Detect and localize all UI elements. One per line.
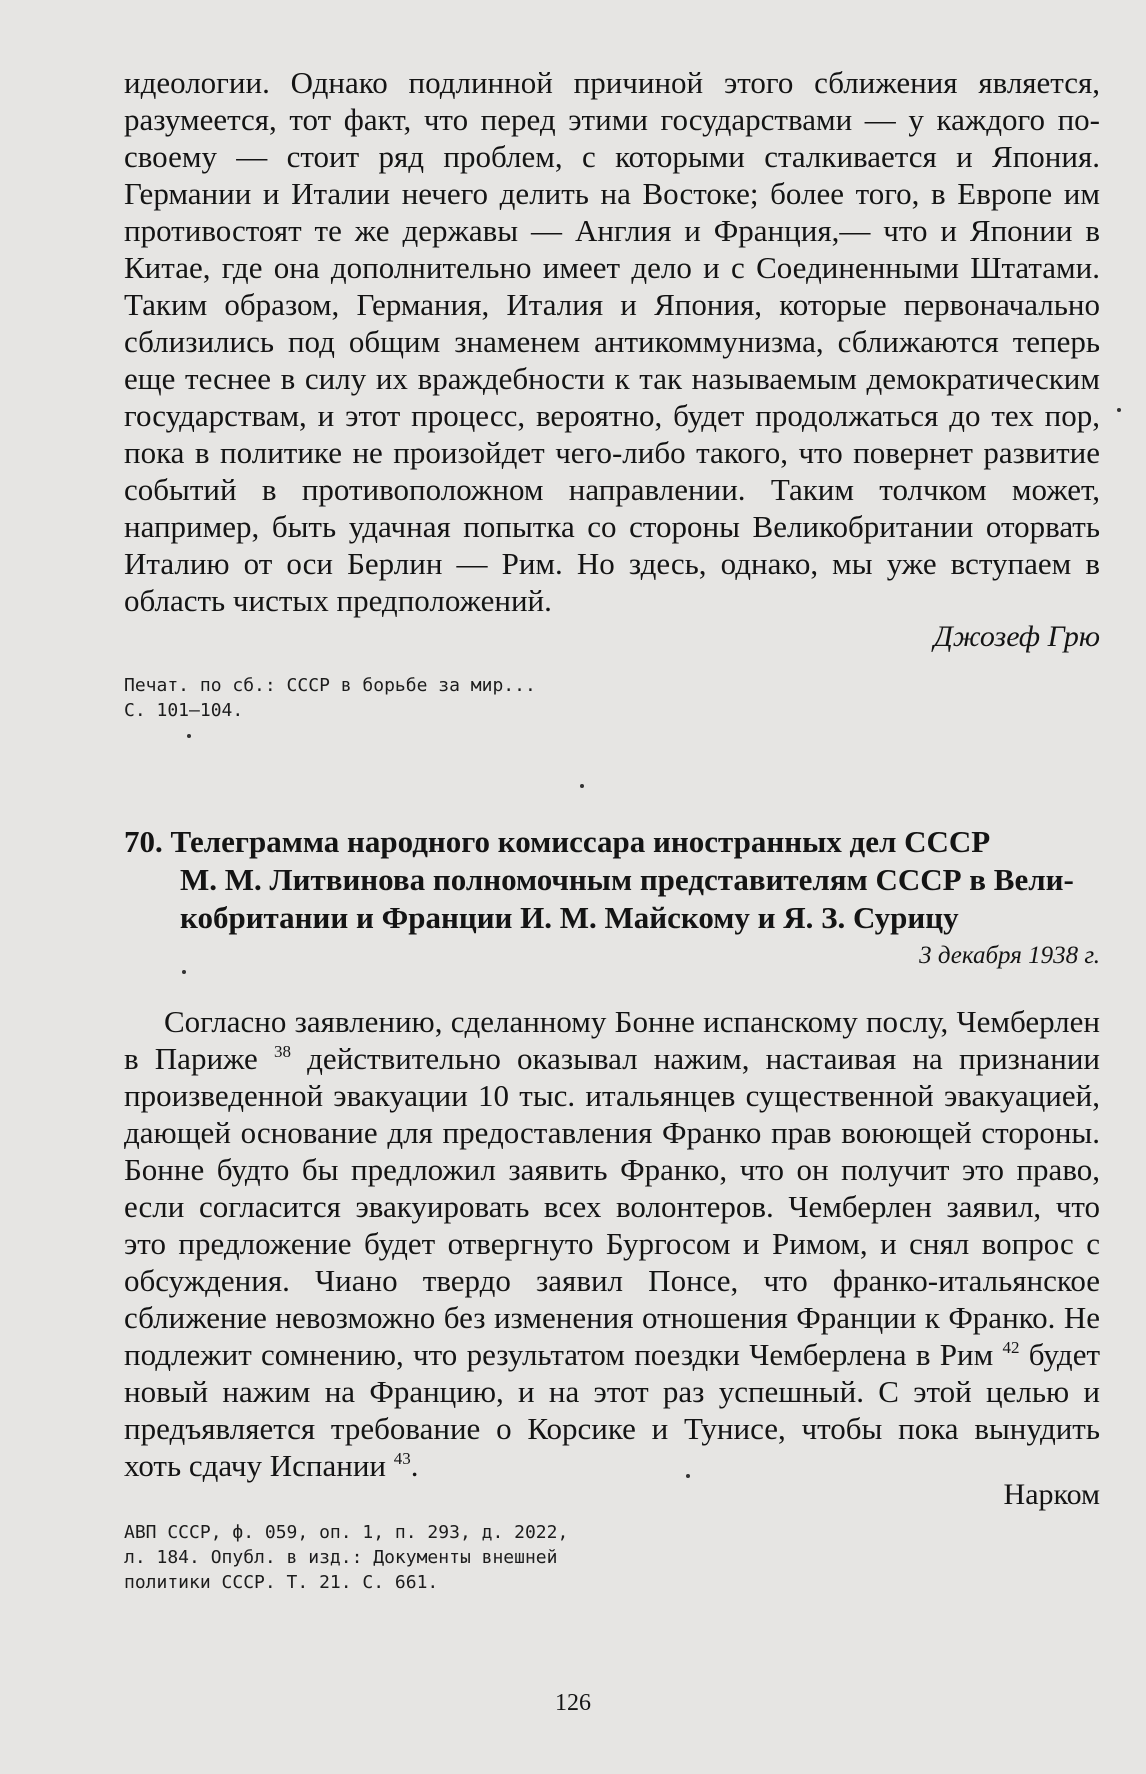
- document-heading: [124, 823, 1100, 937]
- scan-speck: [686, 1474, 690, 1478]
- source-line: л. 184. Опубл. в изд.: Документы внешней: [124, 1547, 558, 1568]
- footnote-ref: 38: [273, 1042, 291, 1061]
- paragraph-text: идеологии. Однако подлинной причиной этого сближения является, разумеется, тот факт, что перед этими государствами — у каждого по-своему — стоит ряд проблем, с которыми сталкивается и Япония. Германии и Италии нечего делить на Востоке; более того, в Европе им противостоят те же державы — Англия и Франция,— что и Японии в Китае, где она дополнительно имеет дело и с Соединенными Штатами. Таким образом, Германия, Италия и Япония, которые первоначально сблизились под общим знаменем антикоммунизма, сближаются теперь еще теснее в силу их враждебности к так называемым демократическим государствам, и этот процесс, вероятно, будет продолжаться до тех пор, пока в политике не произойдет чего-либо такого, что повернет развитие событий в противоположном направлении. Таким толчком может, например, быть удачная попытка со стороны Великобритании оторвать Италию от оси Берлин — Рим. Но здесь, однако, мы уже вступаем в область чистых предположений.: [124, 65, 1100, 618]
- body-text-part: действительно оказывал нажим, настаивая на признании произведенной эвакуации 10 тыс. итальянцев существенной эвакуацией, дающей основание для предоставления Франко прав воюющей стороны. Бонне будто бы предложил заявить Франко, что он получит это право, если согласится эвакуировать всех волонтеров. Чемберлен заявил, что это предложение будет отвергнуто Бургосом и Римом, и снял вопрос с обсуждения. Чиано твердо заявил Понсе, что франко-итальянское сближение невозможно без изменения отношения Франции к Франко. Не подлежит сомнению, что результатом поездки Чемберлена в Рим: [124, 1041, 1101, 1372]
- footnote-ref: 42: [1002, 1338, 1020, 1357]
- source-line: АВП СССР, ф. 059, оп. 1, п. 293, д. 2022,: [124, 1522, 569, 1543]
- scan-speck: [1117, 408, 1121, 412]
- document-paragraph: [124, 1003, 1100, 1484]
- body-paragraph-top: [124, 64, 1100, 619]
- document-body: [124, 1003, 1100, 1484]
- body-text-part: будет новый нажим на Францию, и на этот раз успешный. С этой целью и предъявляется требование о Корсике и Тунисе, чтобы пока вынудить хоть сдачу Испании: [124, 1337, 1101, 1483]
- body-text-part: Согласно заявлению, сделанному Бонне испанскому послу, Чемберлен в Париже: [124, 1004, 1100, 1076]
- heading-line: кобритании и Франции И. М. Майскому и Я. З. Сурицу: [180, 900, 959, 935]
- source-line: политики СССР. Т. 21. С. 661.: [124, 1572, 439, 1593]
- scan-speck: [580, 784, 584, 788]
- source-line: С. 101—104.: [124, 700, 244, 721]
- signature-narkom: Нарком: [1003, 1478, 1100, 1511]
- scan-speck: [187, 734, 191, 738]
- heading-line: М. М. Литвинова полномочным представителям СССР в Вели-: [180, 862, 1074, 897]
- heading-line: 70. Телеграмма народного комиссара иностранных дел СССР: [124, 824, 991, 859]
- body-text-end: .: [410, 1448, 419, 1483]
- document-date: 3 декабря 1938 г.: [919, 942, 1100, 969]
- footnote-ref: 43: [393, 1449, 411, 1468]
- scan-speck: [182, 970, 186, 974]
- page-number: 126: [555, 1690, 591, 1716]
- source-line: Печат. по сб.: СССР в борьбе за мир...: [124, 675, 536, 696]
- signature-grew: Джозеф Грю: [933, 620, 1100, 653]
- source-note-2: [124, 1520, 568, 1595]
- source-note-1: [124, 673, 536, 723]
